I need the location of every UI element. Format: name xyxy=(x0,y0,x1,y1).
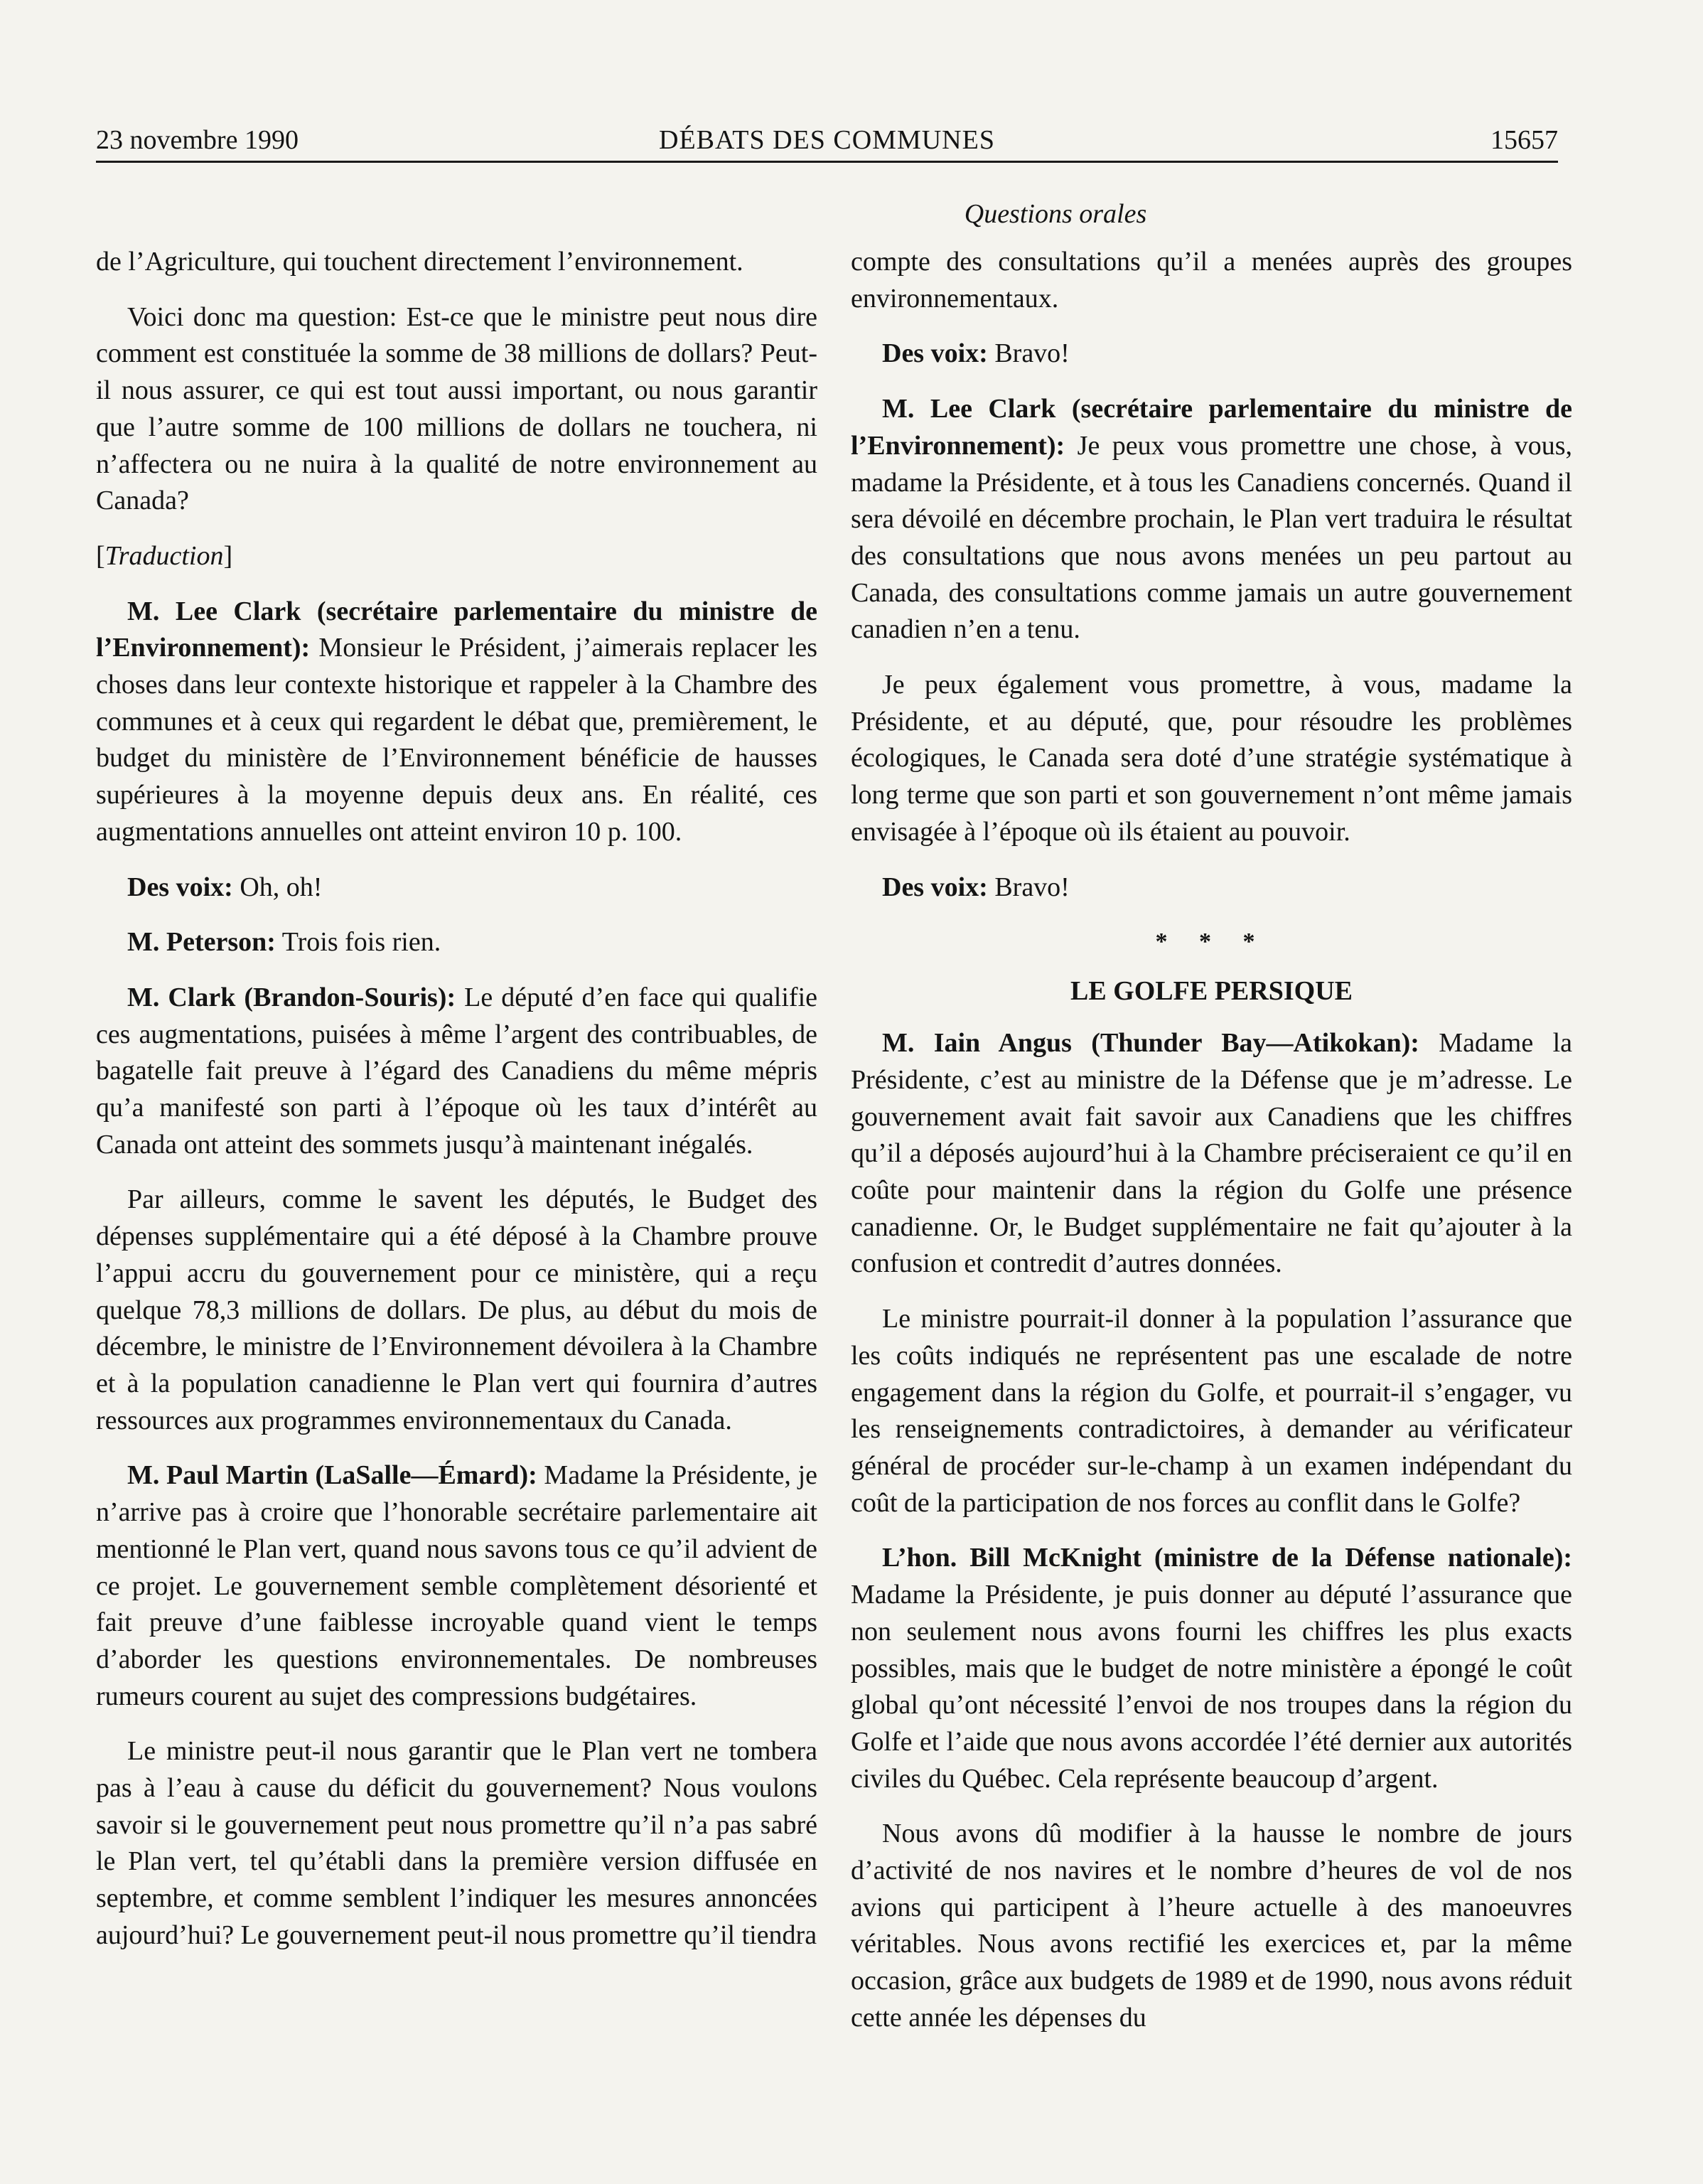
speaker-name: Des voix: xyxy=(127,872,233,902)
header-title: DÉBATS DES COMMUNES xyxy=(659,125,995,155)
section-heading: LE GOLFE PERSIQUE xyxy=(1070,976,1353,1007)
paragraph: Le ministre pourrait-il donner à la population l’assurance que les coûts indiqués ne représentent pas une escalade de notre engagement dans la région du Golfe, et pourrait-il s’engager, vu les renseignements contradictoires, à demander au vérificateur général de procéder sur-le-champ à un examen indépendant du coût de la participation de nos forces au conflit dans le Golfe? xyxy=(851,1304,1572,1518)
paragraph: Je peux également vous promettre, à vous, madame la Présidente, et au député, que, pour résoudre les problèmes écologiques, le Canada sera doté d’une stratégie systématique à long terme que son parti et son gouvernement n’ont même jamais envisagée à l’époque où ils étaient au pouvoir. xyxy=(851,670,1572,847)
speech xyxy=(96,924,817,961)
left-column xyxy=(96,244,817,1973)
section-separator: * * * xyxy=(1155,928,1268,956)
speech-text: Monsieur le Président, j’aimerais replacer les choses dans leur contexte historique et rappeler à la Chambre des communes et à ceux qui regardent le débat que, premièrement, le budget du ministère de l’Environnement bénéficie de hausses supérieures à la moyenne depuis deux ans. En réalité, ces augmentations annuelles ont atteint environ 10 p. 100. xyxy=(96,633,817,847)
speech-text: Je peux vous promettre une chose, à vous, madame la Présidente, et à tous les Canadiens concernés. Quand il sera dévoilé en décembre prochain, le Plan vert traduira le résultat des consultations que nous avons menées un peu partout au Canada, des consultations comme jamais un autre gouvernement canadien n’en a tenu. xyxy=(851,430,1572,645)
paragraph: Voici donc ma question: Est-ce que le ministre peut nous dire comment est constituée la somme de 38 millions de dollars? Peut-il nous assurer, ce qui est tout aussi important, ou nous garantir que l’autre somme de 100 millions de dollars ne touchera, ni n’affectera ou ne nuira à la qualité de notre environnement au Canada? xyxy=(96,301,817,516)
page-header xyxy=(96,119,1558,161)
speech xyxy=(851,869,1572,906)
speaker-name: M. Peterson: xyxy=(127,927,276,958)
speech-text: Madame la Présidente, c’est au ministre de la Défense que je m’adresse. Le gouvernement avait fait savoir aux Canadiens que les chiffres qu’il a déposés aujourd’hui à la Chambre préciseraient ce qu’il en coûte pour maintenir dans la région du Golfe une présence canadienne. Or, le Budget supplémentaire ne fait qu’ajouter à la confusion et contredit d’autres données. xyxy=(851,1028,1572,1279)
translation-note: [Traduction] xyxy=(96,540,233,571)
speech xyxy=(851,336,1572,373)
paragraph: Le ministre peut-il nous garantir que le Plan vert ne tombera pas à l’eau à cause du déficit du gouvernement? Nous voulons savoir si le gouvernement peut nous promettre qu’il n’a pas sabré le Plan vert, tel qu’établi dans la première version diffusée en septembre, et comme semblent l’indiquer les mesures annoncées aujourd’hui? Le gouvernement peut-il nous promettre qu’il tiendra xyxy=(96,1736,817,1950)
speech xyxy=(851,1540,1572,1797)
speaker-name: M. Lee Clark (secrétaire parlementaire du ministre de l’Environnement): xyxy=(96,596,817,663)
section-header: Questions orales xyxy=(964,199,1147,229)
header-rule xyxy=(96,161,1558,163)
speech-text: Bravo! xyxy=(987,338,1070,369)
speech xyxy=(96,1457,817,1715)
speech-text: Bravo! xyxy=(987,872,1070,902)
speaker-name: M. Lee Clark (secrétaire parlementaire du ministre de l’Environnement): xyxy=(851,394,1572,461)
right-column xyxy=(851,244,1572,2055)
speech-text: Trois fois rien. xyxy=(275,927,441,958)
speech xyxy=(96,594,817,851)
speech-text: Le député d’en face qui qualifie ces augmentations, puisées à même l’argent des contribuables, de bagatelle fait preuve à l’égard des Canadiens du même mépris qu’a manifesté son parti à l’époque où les taux d’intérêt au Canada ont atteint des sommets jusqu’à maintenant inégalés. xyxy=(96,982,818,1160)
speech-text: Madame la Présidente, je n’arrive pas à croire que l’honorable secrétaire parlementaire ait mentionné le Plan vert, quand nous savons tous ce qu’il advient de ce projet. Le gouvernement semble complètement désorienté et fait preuve d’une faiblesse incroyable quand vient le temps d’aborder les questions environnementales. De nombreuses rumeurs courent au sujet des compressions budgétaires. xyxy=(96,1460,817,1711)
header-page-number: 15657 xyxy=(1490,125,1558,155)
speech xyxy=(851,391,1572,648)
translation-note-text: Traduction xyxy=(104,540,224,571)
speaker-name: Des voix: xyxy=(882,338,988,369)
speech xyxy=(96,869,817,906)
speaker-name: L’hon. Bill McKnight (ministre de la Défense nationale): xyxy=(882,1543,1572,1573)
speaker-name: Des voix: xyxy=(882,872,988,902)
speaker-name: M. Clark (Brandon-Souris): xyxy=(127,982,456,1012)
speaker-name: M. Paul Martin (LaSalle—Émard): xyxy=(127,1460,537,1491)
paragraph: de l’Agriculture, qui touchent directement l’environnement. xyxy=(96,247,743,277)
speech-text: Madame la Présidente, je puis donner au député l’assurance que non seulement nous avons fourni les chiffres les plus exacts possibles, mais que le budget de notre ministère a épongé le coût global qu’ont nécessité l’envoi de nos troupes dans la région du Golfe et l’aide que nous avons accordée l’été dernier aux autorités civiles du Québec. Cela représente beaucoup d’argent. xyxy=(851,1580,1572,1794)
header-date: 23 novembre 1990 xyxy=(96,125,299,155)
speech-text: Oh, oh! xyxy=(232,872,323,902)
paragraph: Nous avons dû modifier à la hausse le nombre de jours d’activité de nos navires et le nombre d’heures de vol de nos avions qui participent à l’heure actuelle à des manoeuvres véritables. Nous avons rectifié les exercices et, par la même occasion, grâce aux budgets de 1989 et de 1990, nous avons réduit cette année les dépenses du xyxy=(851,1819,1572,2033)
paragraph: compte des consultations qu’il a menées auprès des groupes environnementaux. xyxy=(851,247,1572,314)
speech xyxy=(851,1025,1572,1283)
paragraph: Par ailleurs, comme le savent les députés, le Budget des dépenses supplémentaire qui a été déposé à la Chambre prouve l’appui accru du gouvernement pour ce ministère, qui a reçu quelque 78,3 millions de dollars. De plus, au début du mois de décembre, le ministre de l’Environnement dévoilera à la Chambre et à la population canadienne le Plan vert qui fournira d’autres ressources aux programmes environnementaux du Canada. xyxy=(96,1184,817,1435)
speech xyxy=(96,980,817,1164)
speaker-name: M. Iain Angus (Thunder Bay—Atikokan): xyxy=(882,1028,1419,1059)
